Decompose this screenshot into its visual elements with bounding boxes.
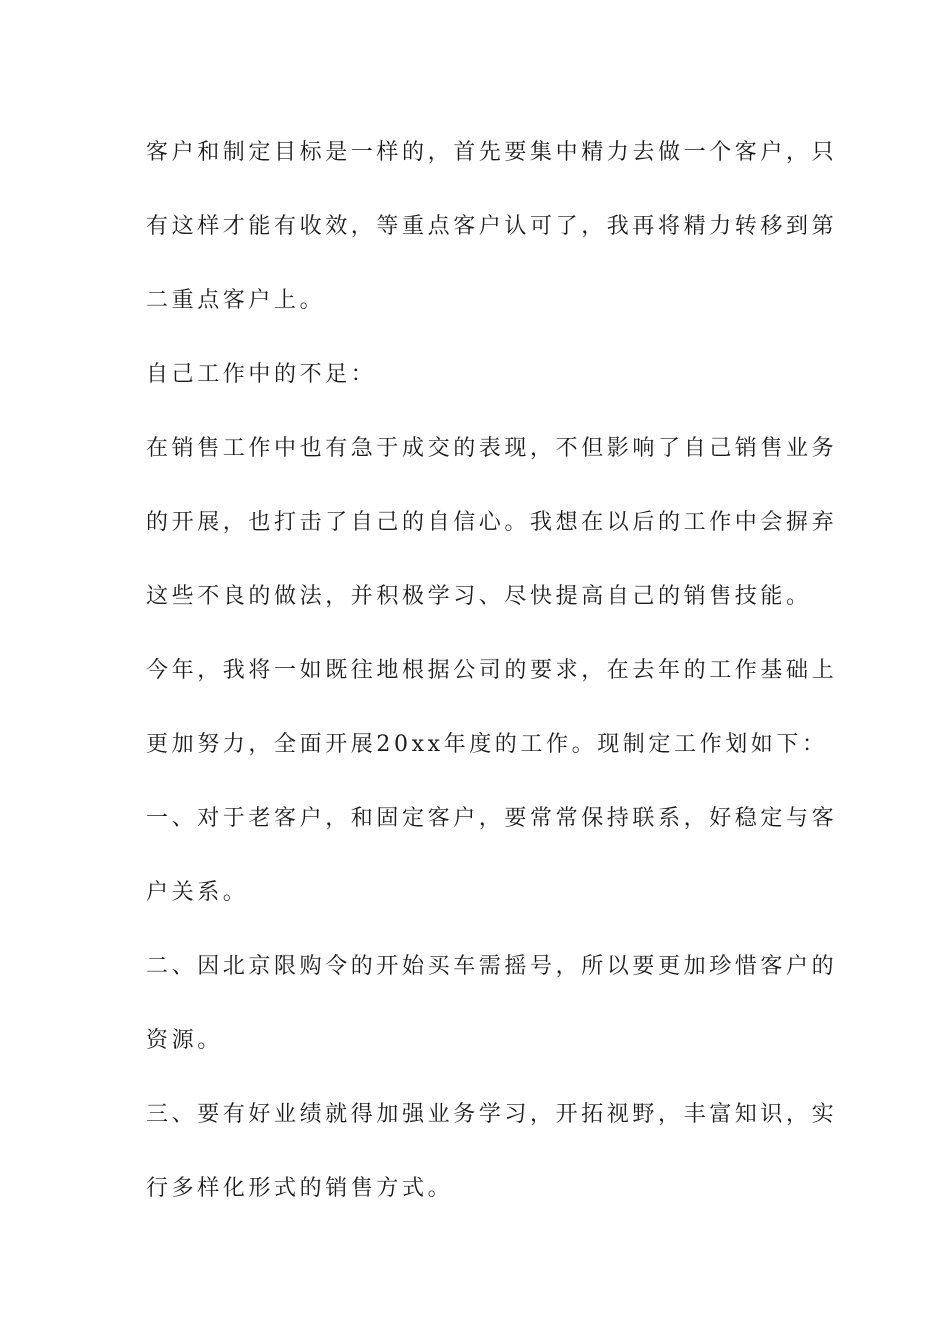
text-line: 行多样化形式的销售方式。	[146, 1176, 454, 1201]
text-line: 在销售工作中也有急于成交的表现，不但影响了自己销售业务	[146, 436, 838, 461]
section-heading: 自己工作中的不足：	[146, 362, 377, 387]
list-item-1: 一、对于老客户，和固定客户，要常常保持联系，好稳定与客	[146, 806, 838, 831]
text-line: 客户和制定目标是一样的，首先要集中精力去做一个客户，只	[146, 140, 838, 165]
text-line: 二重点客户上。	[146, 288, 326, 313]
list-item-2: 二、因北京限购令的开始买车需摇号，所以要更加珍惜客户的	[146, 954, 838, 979]
text-line: 资源。	[146, 1028, 223, 1053]
text-line: 户关系。	[146, 880, 249, 905]
list-item-3: 三、要有好业绩就得加强业务学习，开拓视野，丰富知识，实	[146, 1102, 838, 1127]
text-line: 这些不良的做法，并积极学习、尽快提高自己的销售技能。	[146, 584, 812, 609]
text-line: 有这样才能有收效，等重点客户认可了，我再将精力转移到第	[146, 214, 838, 239]
text-line: 的开展，也打击了自己的自信心。我想在以后的工作中会摒弃	[146, 510, 838, 535]
text-line: 更加努力，全面开展20xx年度的工作。现制定工作划如下：	[146, 732, 828, 757]
text-line: 今年，我将一如既往地根据公司的要求，在去年的工作基础上	[146, 658, 838, 683]
